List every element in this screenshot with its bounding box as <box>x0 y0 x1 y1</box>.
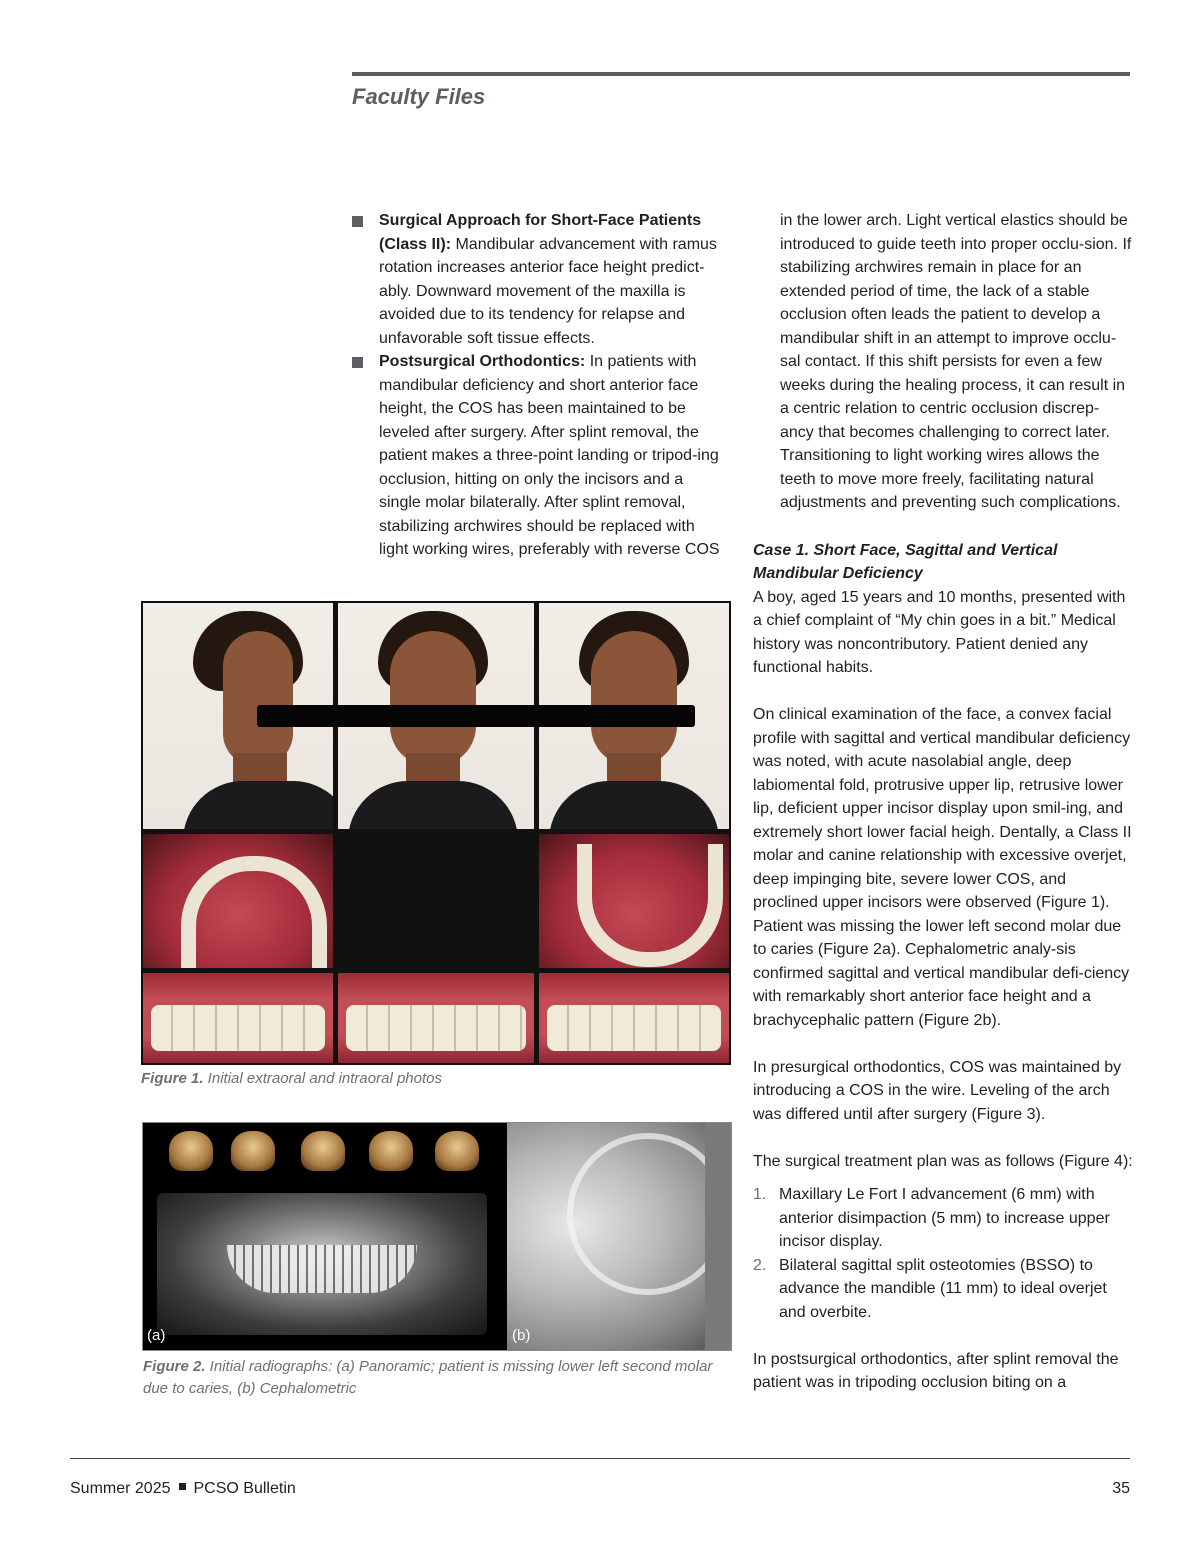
footer-publication: PCSO Bulletin <box>193 1480 296 1497</box>
bullet-item <box>352 209 724 350</box>
right-buccal-photo <box>143 973 333 1063</box>
panoramic-radiograph <box>143 1123 503 1350</box>
section-title: Faculty Files <box>352 84 486 109</box>
figure-2-label: Figure 2. <box>143 1358 206 1375</box>
plan-text: Maxillary Le Fort I advancement (6 mm) with anterior disimpaction (5 mm) to increase upper incisor display. <box>779 1186 1110 1250</box>
treatment-plan-list <box>753 1183 1133 1324</box>
header-rule <box>352 72 1130 76</box>
bullet-text: Mandibular advancement with ramus rotation increases anterior face height predict-ably. Downward movement of the maxilla is avoided due to its tendency for relapse and unfavorable soft tissue effects. <box>379 235 717 347</box>
panoramic-image <box>157 1193 487 1335</box>
footer-info <box>70 1480 296 1498</box>
skull-3d-thumbnail <box>231 1131 275 1171</box>
panel-b-label: (b) <box>512 1327 531 1344</box>
footer-issue: Summer 2025 <box>70 1480 171 1497</box>
bullet-label: Surgical Approach for Short-Face Patients (Class II): <box>379 212 702 253</box>
page-number: 35 <box>1112 1480 1130 1497</box>
plan-text: Bilateral sagittal split osteotomies (BSSO) to advance the mandible (11 mm) to ideal overjet and overbite. <box>779 1256 1107 1321</box>
bullet-item <box>352 350 724 562</box>
text-column-right <box>753 209 1133 1395</box>
frontal-intraoral-photo <box>338 973 534 1063</box>
skull-3d-thumbnail <box>435 1131 479 1171</box>
footer-separator <box>179 1483 186 1490</box>
eye-redaction-bar <box>257 705 695 727</box>
plan-number: 2. <box>753 1256 767 1274</box>
plan-number: 1. <box>753 1186 767 1203</box>
plan-item <box>753 1183 1133 1254</box>
skull-3d-thumbnail <box>301 1131 345 1171</box>
footer-rule <box>70 1458 1130 1459</box>
left-buccal-photo <box>539 973 729 1063</box>
continued-paragraph: in the lower arch. Light vertical elastics should be introduced to guide teeth into proper occlu-sion. If stabilizing archwires remain in place for an extended period of time, the lack of a stable occlusion often leads the patient to develop a mandibular shift in an attempt to improve occlu-sal contact. If this shift persists for even a few weeks during the healing process, it can result in a centric relation to centric occlusion discrep-ancy that becomes challenging to correct later. Transitioning to light working wires allows the teeth to move more freely, facilitating natural adjustments and preventing such complications. <box>780 212 1132 511</box>
panel-a-label: (a) <box>147 1327 166 1344</box>
bullet-text: In patients with mandibular deficiency and short anterior face height, the COS has been maintained to be leveled after surgery. After splint removal, the patient makes a three-point landing or tripod-ing occlusion, hitting on only the incisors and a single molar bilaterally. After splint removal, stabilizing archwires should be replaced with light working wires, preferably with reverse COS <box>379 353 720 558</box>
cephalometric-radiograph <box>507 1123 731 1350</box>
figure-2-caption-text: Initial radiographs: (a) Panoramic; patient is missing lower left second molar due to caries, (b) Cephalometric <box>143 1358 713 1397</box>
skull-3d-thumbnail <box>369 1131 413 1171</box>
text-column-left <box>352 209 724 562</box>
figure-1-label: Figure 1. <box>141 1070 204 1087</box>
figure-2-radiographs <box>142 1122 732 1351</box>
figure-1-photo-collage <box>141 601 731 1065</box>
skull-3d-thumbnail <box>169 1131 213 1171</box>
bullet-list <box>352 209 724 562</box>
lower-occlusal-photo <box>539 834 729 968</box>
figure-2-caption <box>143 1356 733 1400</box>
plan-item <box>753 1254 1133 1325</box>
case-paragraph: On clinical examination of the face, a convex facial profile with sagittal and vertical mandibular deficiency was noted, with acute nasolabial angle, deep labiomental fold, protrusive upper lip, retrusive lower lip, deficient upper incisor display upon smil-ing, and extremely short lower facial heigh. Dentally, a Class II molar and canine relationship with excessive overjet, deep impinging bite, severe lower COS, and proclined upper incisors were observed (Figure 1). Patient was missing the lower left second molar due to caries (Figure 2a). Cephalometric analy-sis confirmed sagittal and vertical mandibular defi-ciency with remarkably short anterior face height and a brachycephalic pattern (Figure 2b). <box>753 706 1132 1029</box>
case-paragraph: In presurgical orthodontics, COS was maintained by introducing a COS in the wire. Leveling of the arch was differed until after surgery (Figure 3). <box>753 1058 1122 1123</box>
figure-1-caption-text: Initial extraoral and intraoral photos <box>203 1070 442 1087</box>
case-title: Case 1. Short Face, Sagittal and Vertical Mandibular Deficiency <box>753 541 1058 582</box>
bullet-label: Postsurgical Orthodontics: <box>379 353 586 370</box>
upper-occlusal-photo <box>143 834 333 968</box>
figure-1-caption <box>141 1070 442 1087</box>
case-paragraph: In postsurgical orthodontics, after splint removal the patient was in tripoding occlusion biting on a <box>753 1350 1119 1391</box>
case-paragraph: The surgical treatment plan was as follows (Figure 4): <box>753 1152 1133 1170</box>
case-paragraph: A boy, aged 15 years and 10 months, presented with a chief complaint of “My chin goes in a bit.” Medical history was noncontributory. Patient denied any functional habits. <box>753 588 1126 676</box>
